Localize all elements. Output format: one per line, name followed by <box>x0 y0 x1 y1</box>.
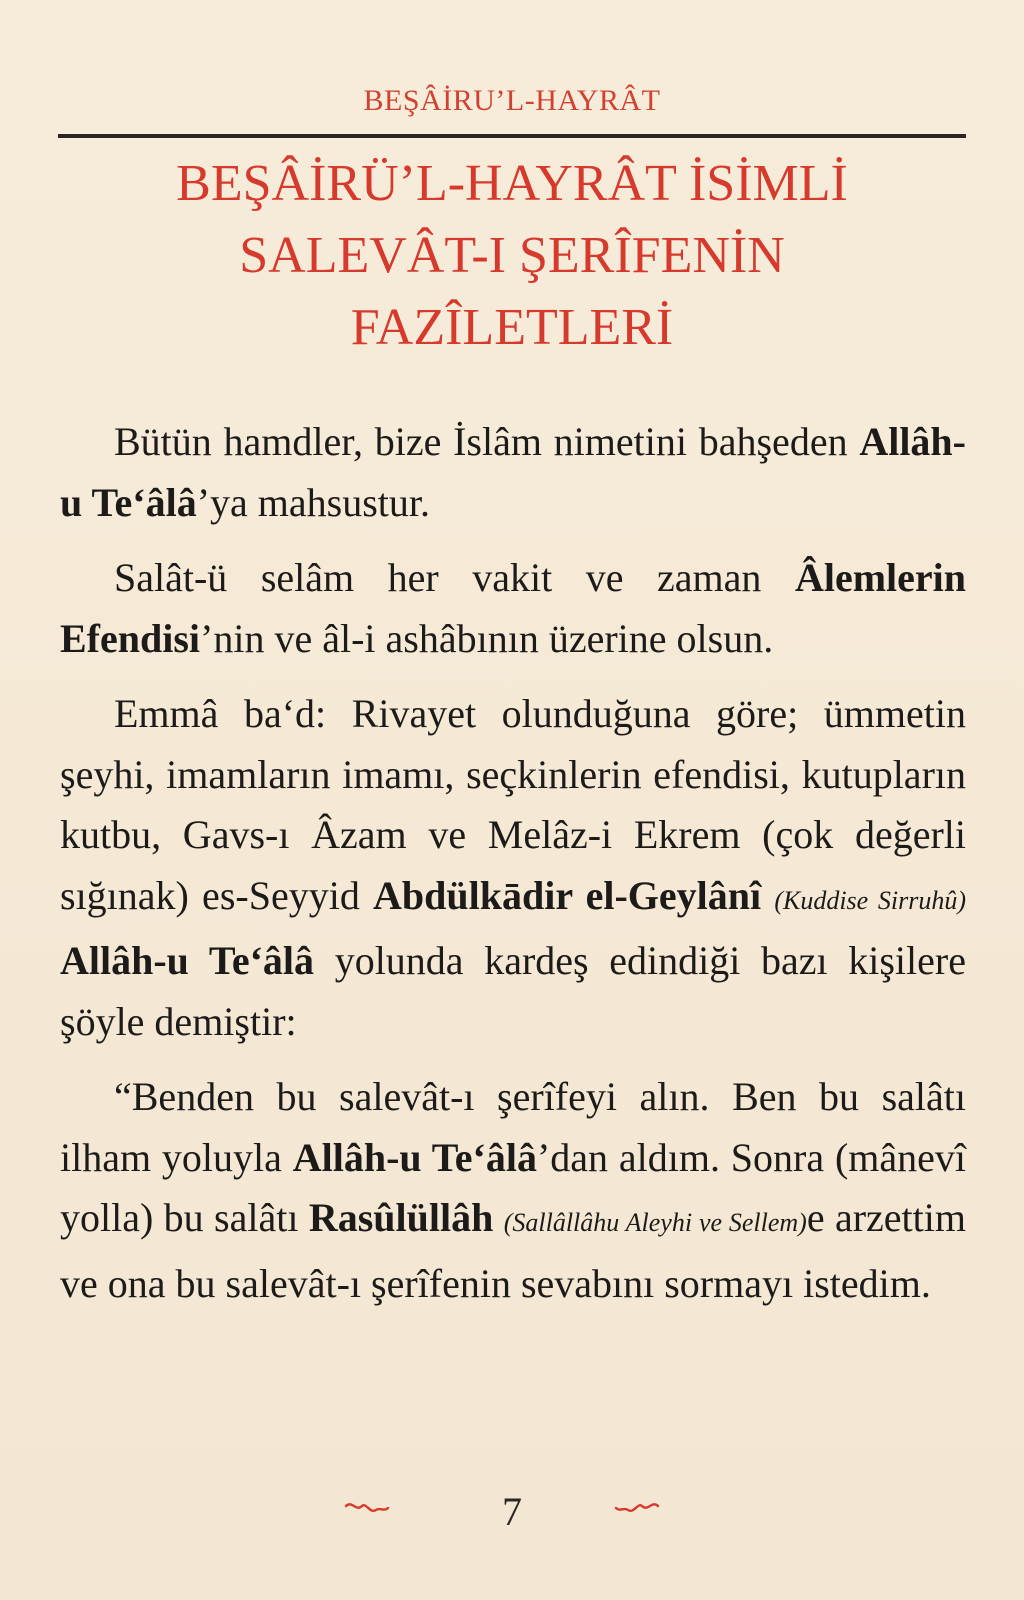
ornament-right-icon <box>614 1498 660 1520</box>
paragraph-3-text-a: Emmâ ba‘d: Rivayet olunduğuna göre; ümmetin şeyhi, imamların imamı, seçkinlerin efendisi, kutupların kutbu, Gavs-ı Âzam ve Melâz-i Ekrem (çok değerli sığınak) es-Seyyid <box>60 691 966 918</box>
paragraph-4-text-c: ’dan aldım. Sonra (mânevî yolla) bu salâtı <box>60 1134 966 1240</box>
paragraph-1 <box>60 412 966 533</box>
paragraph-4-text-e: e arzettim ve ona bu salevât-ı şerîfenin sevabını sormayı istedim. <box>60 1195 966 1306</box>
paragraph-4-honorific: (Sallâllâhu Aleyhi ve Sellem) <box>503 1208 807 1237</box>
chapter-title-line-2: SALEVÂT-I ŞERÎFENİN <box>239 227 785 284</box>
header-rule <box>58 134 966 138</box>
paragraph-2 <box>60 548 966 669</box>
chapter-title <box>60 148 964 364</box>
page-footer <box>0 1488 1024 1532</box>
chapter-title-line-3: FAZÎLETLERİ <box>350 299 674 356</box>
paragraph-4-bold-allah: Allâh-u Te‘âlâ <box>292 1134 537 1180</box>
paragraph-1-bold-allah: Allâh-u Te‘âlâ <box>60 419 966 525</box>
chapter-title-line-1: BEŞÂİRÜ’L-HAYRÂT İSİMLİ <box>176 155 848 212</box>
paragraph-3-honorific: (Kuddise Sirruhû) <box>774 885 967 915</box>
paragraph-2-bold-alemlerin: Âlemlerin Efendisi <box>60 555 966 661</box>
paragraph-3 <box>60 684 966 1052</box>
paragraph-1-text-c: ’ya mahsustur. <box>196 479 431 525</box>
paragraph-3-bold-allah: Allâh-u Te‘âlâ <box>60 938 315 983</box>
paragraph-4-text-a: “Benden bu salevât-ı şerîfeyi alın. Ben bu salâtı ilham yoluyla <box>60 1074 966 1180</box>
paragraph-1-text-a: Bütün hamdler, bize İslâm nimetini bahşeden <box>114 419 860 464</box>
paragraph-4 <box>60 1067 966 1314</box>
paragraph-3-bold-geylani: Abdülkādir el-Geylânî <box>373 872 762 918</box>
page-number: 7 <box>502 1489 522 1534</box>
paragraph-2-text-c: ’nin ve âl-i ashâbının üzerine olsun. <box>200 615 774 661</box>
running-header: BEŞÂİRU’L-HAYRÂT <box>363 84 661 117</box>
body-text <box>60 412 966 1329</box>
paragraph-4-bold-rasulullah: Rasûlüllâh <box>308 1195 494 1240</box>
paragraph-3-text-d: yolunda kardeş edindiği bazı kişilere şöyle demiştir: <box>60 938 966 1044</box>
paragraph-2-text-a: Salât-ü selâm her vakit ve zaman <box>114 555 795 600</box>
